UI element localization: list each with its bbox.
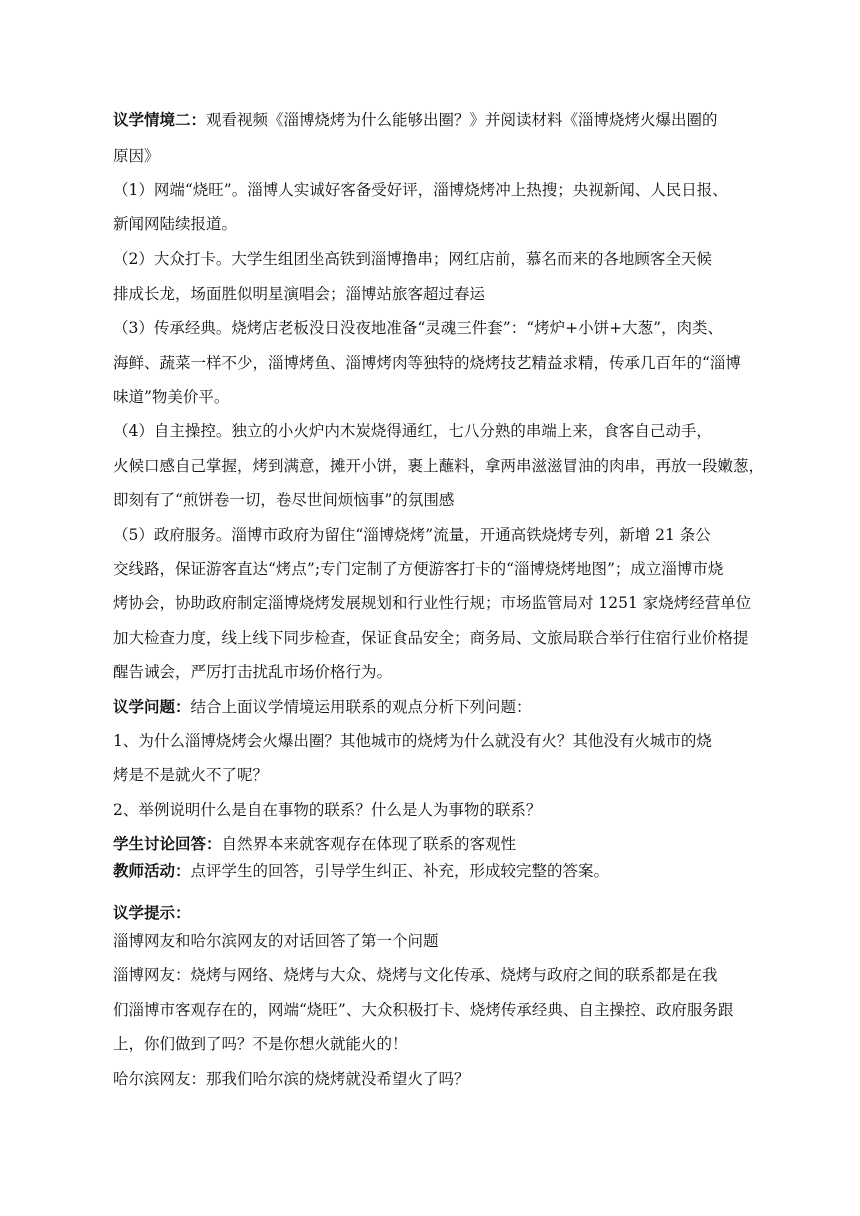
discussion-text: 自然界本来就客观存在体现了联系的客观性 [221,835,517,853]
point-3-line-1: （3）传承经典。烧烤店老板没日没夜地准备“灵魂三件套”：“烤炉+小饼+大葱”，肉类、 [113,319,724,337]
question-1-line-1: 1、为什么淄博烧烤会火爆出圈？其他城市的烧烤为什么就没有火？其他没有火城市的烧 [113,732,712,750]
teacher-line [113,859,793,883]
point-5-line-1: （5）政府服务。淄博市政府为留住“淄博烧烤”流量，开通高铁烧烤专列，新增 21 条公 [113,526,711,544]
question-1-line-2: 烤是不是就火不了呢？ [113,766,269,784]
point-2-line-1: （2）大众打卡。大学生组团坐高铁到淄博撸串；网红店前，慕名而来的各地顾客全天候 [113,250,712,268]
point-4-line-3: 即刻有了“煎饼卷一切，卷尽世间烦恼事”的氛围感 [113,491,455,509]
point-5-line-2: 交线路，保证游客直达“烤点”;专门定制了方便游客打卡的“淄博烧烤地图”；成立淄博市烧 [113,560,724,578]
point-2-line-2: 排成长龙，场面胜似明星演唱会；淄博站旅客超过春运 [113,285,486,303]
point-3-line-3: 味道”物美价平。 [113,388,230,406]
point-1-line-2: 新闻网陆续报道。 [113,215,238,233]
scenario-line-1 [113,108,793,132]
scenario-text: 观看视频《淄博烧烤为什么能够出圈？》并阅读材料《淄博烧烤火爆出圈的 [206,111,718,129]
point-4-line-2: 火候口感自己掌握，烤到满意，摊开小饼，裹上蘸料，拿两串滋滋冒油的肉串，再放一段嫩葱， [113,457,765,475]
hint-label: 议学提示： [113,903,191,922]
teacher-text: 点评学生的回答，引导学生纠正、补充，形成较完整的答案。 [190,862,610,880]
point-5-line-4: 加大检查力度，线上线下同步检查，保证食品安全；商务局、文旅局联合举行住宿行业价格提 [113,629,749,647]
point-4-line-1: （4）自主操控。独立的小火炉内木炭烧得通红，七八分熟的串端上来，食客自己动手， [113,422,712,440]
dialogue-zibo-line-3: 上，你们做到了吗？不是你想火就能火的！ [113,1035,408,1053]
dialogue-harbin-line-1: 哈尔滨网友：那我们哈尔滨的烧烤就没希望火了吗？ [113,1070,470,1088]
question-label: 议学问题： [113,697,191,716]
hint-intro: 淄博网友和哈尔滨网友的对话回答了第一个问题 [113,932,439,950]
scenario-line-2: 原因》 [113,147,160,165]
question-text: 结合上面议学情境运用联系的观点分析下列问题： [190,698,532,716]
dialogue-zibo-line-2: 们淄博市客观存在的，网端“烧旺”、大众积极打卡、烧烤传承经典、自主操控、政府服务跟 [113,1001,734,1019]
discussion-label: 学生讨论回答： [113,834,222,853]
teacher-label: 教师活动： [113,861,191,880]
discussion-line [113,832,793,856]
point-3-line-2: 海鲜、蔬菜一样不少，淄博烤鱼、淄博烤肉等独特的烧烤技艺精益求精，传承几百年的“淄博 [113,354,741,372]
dialogue-zibo-line-1: 淄博网友：烧烤与网络、烧烤与大众、烧烤与文化传承、烧烤与政府之间的联系都是在我 [113,966,718,984]
scenario-label: 议学情境二： [113,110,207,129]
point-5-line-3: 烤协会，协助政府制定淄博烧烤发展规划和行业性行规；市场监管局对 1251 家烧烤经营单位 [113,594,752,612]
point-1-line-1: （1）网端“烧旺”。淄博人实诚好客备受好评，淄博烧烤冲上热搜；央视新闻、人民日报、 [113,181,728,199]
question-2-line-1: 2、举例说明什么是自在事物的联系？什么是人为事物的联系？ [113,801,542,819]
point-5-line-5: 醒告诫会，严厉打击扰乱市场价格行为。 [113,663,393,681]
question-heading [113,695,793,719]
